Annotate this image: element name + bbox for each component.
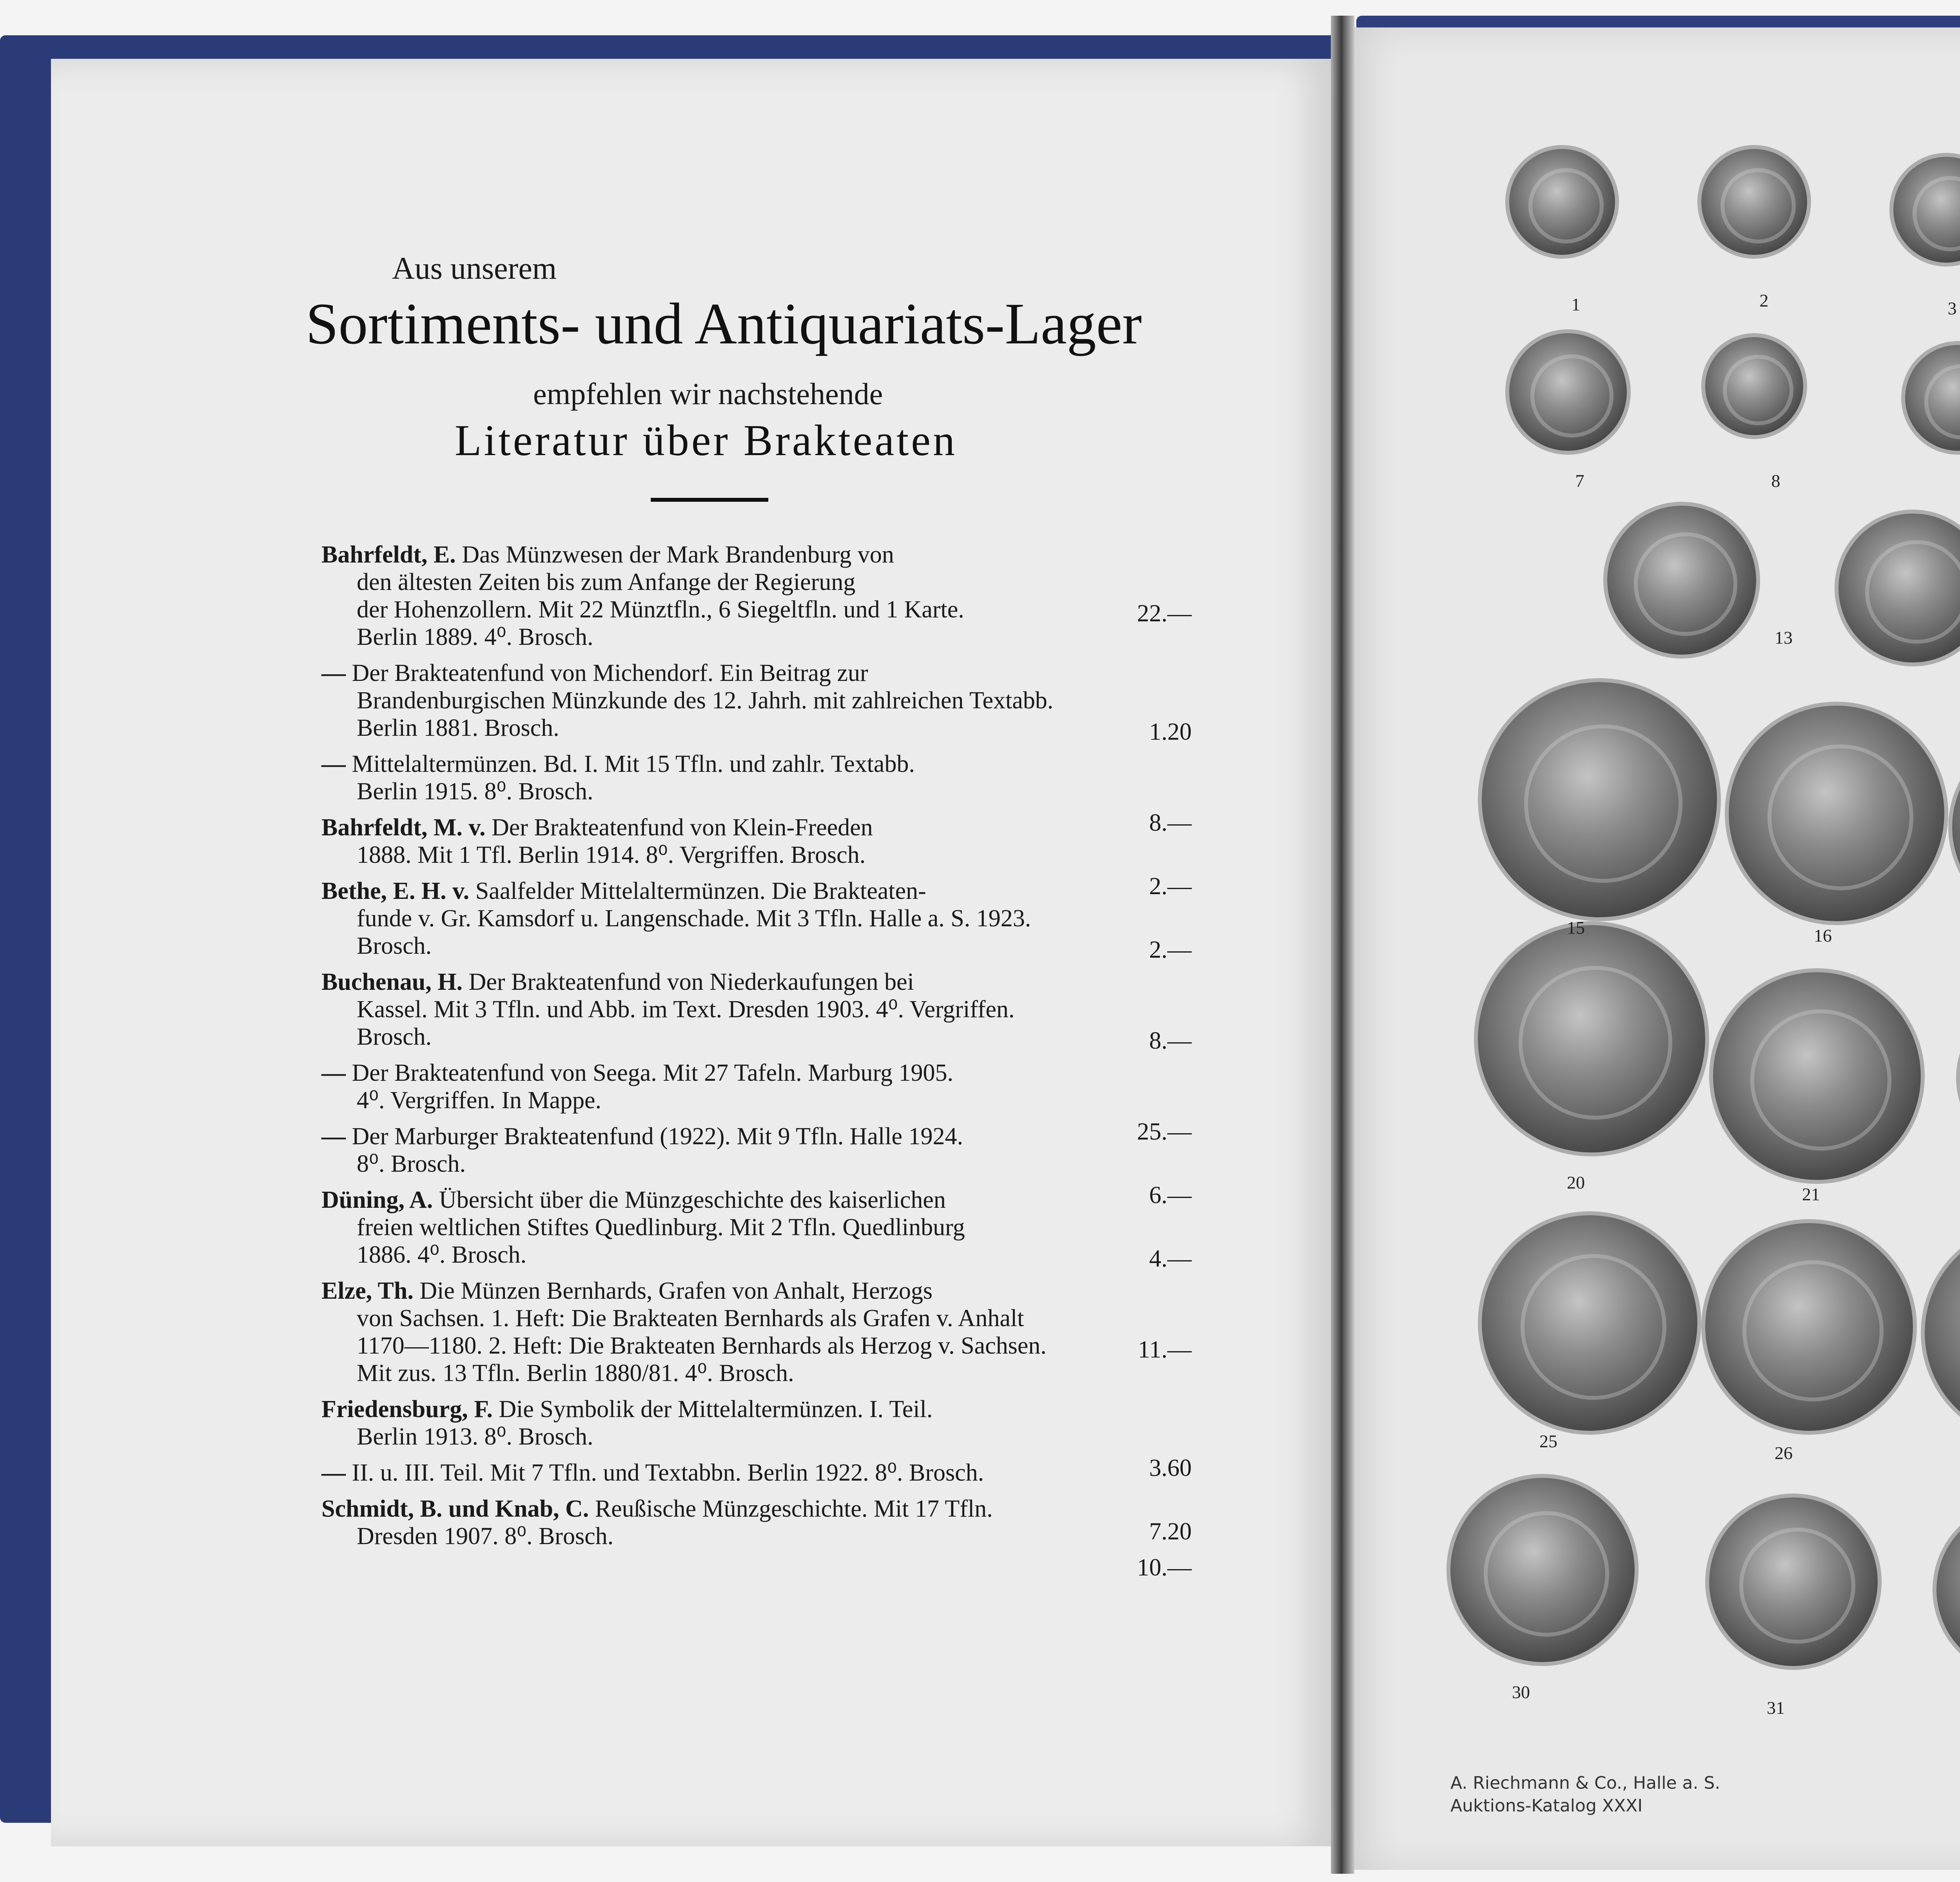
entry-author: — — [321, 1123, 346, 1150]
bibliography-entry — [321, 877, 1192, 963]
entry-author: — — [321, 1459, 346, 1486]
entry-text: von Sachsen. 1. Heft: Die Brakteaten Bernhards als Grafen v. Anhalt — [357, 1305, 1024, 1332]
entry-text: Berlin 1889. 4⁰. Brosch. — [357, 624, 593, 650]
entry-text: freien weltlichen Stiftes Quedlinburg. Mit 2 Tfln. Quedlinburg — [357, 1214, 965, 1241]
bracteate-coin — [1478, 925, 1705, 1152]
entry-line — [321, 1332, 1074, 1359]
entry-text: Die Münzen Bernhards, Grafen von Anhalt, Herzogs — [419, 1278, 933, 1304]
bracteate-coin — [1509, 149, 1615, 255]
bracteate-coin — [1729, 706, 1944, 921]
entry-text: Berlin 1881. Brosch. — [357, 715, 559, 741]
entry-text: den ältesten Zeiten bis zum Anfange der Regierung — [357, 569, 856, 595]
entry-line — [321, 1359, 1074, 1387]
bracteate-coin — [1705, 337, 1803, 435]
section-heading: Literatur über Brakteaten — [455, 416, 957, 465]
entry-price: 10.— — [1137, 1554, 1192, 1581]
entry-text: Mittelaltermünzen. Bd. I. Mit 15 Tfln. und zahlr. Textabb. — [352, 751, 915, 777]
bracteate-coin — [1450, 1478, 1635, 1662]
entry-author: Düning, A. — [321, 1187, 433, 1213]
bracteate-coin — [1705, 1223, 1913, 1431]
bibliography-entry — [321, 1186, 1192, 1272]
entry-text: II. u. III. Teil. Mit 7 Tfln. und Textabbn. Berlin 1922. 8⁰. Brosch. — [352, 1459, 984, 1486]
entry-author: Friedensburg, F. — [321, 1396, 493, 1423]
entry-text: Der Brakteatenfund von Niederkaufungen bei — [468, 969, 914, 995]
entry-text: Der Marburger Brakteatenfund (1922). Mit 9 Tfln. Halle 1924. — [352, 1123, 963, 1150]
page-headline: Sortiments- und Antiquariats-Lager — [306, 291, 1142, 356]
coin-number: 20 — [1567, 1172, 1585, 1192]
entry-price: 8.— — [1149, 1027, 1192, 1054]
coin-number: 21 — [1802, 1184, 1820, 1204]
entry-line — [321, 905, 1074, 932]
entry-text: funde v. Gr. Kamsdorf u. Langenschade. Mit 3 Tfln. Halle a. S. 1923. — [357, 905, 1031, 932]
bibliography-entry — [321, 968, 1192, 1054]
entry-price: 2.— — [1149, 873, 1192, 900]
coin-number: 16 — [1814, 926, 1832, 946]
coin-number: 8 — [1771, 471, 1780, 491]
entry-text: Reußische Münzgeschichte. Mit 17 Tfln. — [595, 1495, 993, 1522]
entry-text: Das Münzwesen der Mark Brandenburg von — [462, 541, 894, 568]
entry-line — [321, 841, 1074, 869]
entry-author: — — [321, 751, 346, 777]
coin-number: 31 — [1767, 1698, 1785, 1718]
intro-text-2: empfehlen wir nachstehende — [533, 377, 883, 411]
imprint-line: A. Riechmann & Co., Halle a. S. — [1450, 1773, 1720, 1793]
entry-author: Buchenau, H. — [321, 969, 463, 995]
entry-text: 4⁰. Vergriffen. In Mappe. — [357, 1087, 602, 1114]
entry-price: 7.20 — [1149, 1518, 1192, 1545]
entry-line — [321, 596, 1074, 623]
bibliography-entry — [321, 1277, 1192, 1387]
coin-number: 25 — [1539, 1431, 1557, 1451]
divider-rule — [651, 498, 768, 502]
entry-line — [321, 814, 1074, 841]
coin-number: 15 — [1567, 918, 1585, 938]
entry-price: 2.— — [1149, 936, 1192, 963]
entry-text: Berlin 1913. 8⁰. Brosch. — [357, 1423, 593, 1450]
book-gutter — [1331, 16, 1354, 1874]
coin-number: 2 — [1759, 290, 1769, 310]
entry-author: Bahrfeldt, M. v. — [321, 814, 486, 841]
bracteate-coin — [1701, 149, 1807, 255]
entry-price: 1.20 — [1149, 719, 1192, 745]
entry-line — [321, 996, 1074, 1023]
entry-price: 25.— — [1137, 1118, 1192, 1145]
entry-line — [321, 877, 1074, 905]
bracteate-coin — [1482, 682, 1717, 917]
coin-number: 26 — [1775, 1443, 1793, 1463]
entry-text: Der Brakteatenfund von Klein-Freeden — [491, 814, 873, 841]
entry-line — [321, 623, 1074, 651]
coin-number: 7 — [1575, 471, 1584, 491]
entry-text: Der Brakteatenfund von Seega. Mit 27 Tafeln. Marburg 1905. — [352, 1060, 953, 1086]
coin-number: 1 — [1571, 294, 1581, 314]
entry-author: Elze, Th. — [321, 1278, 414, 1304]
coin-number — [1933, 478, 1960, 499]
bibliography-list — [321, 541, 1192, 1581]
entry-author: Schmidt, B. und Knab, C. — [321, 1495, 589, 1522]
entry-text: Brandenburgischen Münzkunde des 12. Jahrh. mit zahlreichen Textabb. — [357, 687, 1054, 714]
entry-line — [321, 1396, 1074, 1423]
entry-text: 8⁰. Brosch. — [357, 1151, 466, 1177]
entry-line — [321, 1059, 1074, 1087]
entry-line — [321, 968, 1074, 996]
intro-text: Aus unserem — [392, 251, 557, 286]
entry-price: 11.— — [1138, 1336, 1192, 1363]
bibliography-entry — [321, 1495, 1192, 1581]
entry-text: Die Symbolik der Mittelaltermünzen. I. Teil. — [499, 1396, 933, 1423]
entry-author: Bahrfeldt, E. — [321, 541, 456, 568]
entry-line — [321, 1277, 1074, 1305]
bracteate-coin — [1607, 506, 1756, 655]
entry-author: Bethe, E. H. v. — [321, 878, 470, 904]
entry-line — [321, 714, 1074, 742]
coin-number: 30 — [1512, 1682, 1530, 1702]
entry-line — [321, 568, 1074, 596]
coin-number: 3 — [1947, 298, 1957, 318]
entry-price: 4.— — [1149, 1245, 1192, 1272]
entry-line — [321, 1186, 1074, 1214]
bibliography-entry — [321, 659, 1192, 745]
entry-line — [321, 750, 1074, 778]
entry-line — [321, 1123, 1074, 1150]
bracteate-coin — [1713, 972, 1921, 1180]
entry-price: 22.— — [1137, 600, 1192, 627]
entry-line — [321, 1087, 1074, 1114]
entry-line — [321, 1495, 1074, 1523]
entry-line — [321, 1423, 1074, 1450]
entry-text: Dresden 1907. 8⁰. Brosch. — [357, 1523, 614, 1550]
entry-line — [321, 1523, 1074, 1550]
entry-price: 6.— — [1149, 1182, 1192, 1209]
entry-price: 8.— — [1149, 809, 1192, 836]
entry-text: Der Brakteatenfund von Michendorf. Ein Beitrag zur — [352, 660, 868, 686]
bracteate-coin — [1482, 1215, 1697, 1431]
entry-line — [321, 687, 1074, 714]
entry-line — [321, 1023, 1074, 1051]
entry-line — [321, 778, 1074, 805]
entry-text: Brosch. — [357, 1024, 432, 1050]
entry-text: Mit zus. 13 Tfln. Berlin 1880/81. 4⁰. Brosch. — [357, 1360, 794, 1387]
entry-text: Saalfelder Mittelaltermünzen. Die Brakteaten- — [475, 878, 926, 904]
coin-number: 13 — [1775, 628, 1793, 648]
entry-text: Berlin 1915. 8⁰. Brosch. — [357, 778, 593, 805]
entry-text: Übersicht über die Münzgeschichte des kaiserlichen — [439, 1187, 946, 1213]
entry-text: der Hohenzollern. Mit 22 Münztfln., 6 Siegeltfln. und 1 Karte. — [357, 596, 964, 623]
entry-text: 1886. 4⁰. Brosch. — [357, 1241, 527, 1268]
bracteate-coin — [1709, 1497, 1878, 1666]
entry-line — [321, 659, 1074, 687]
entry-line — [321, 1150, 1074, 1178]
entry-line — [321, 932, 1074, 960]
entry-line — [321, 1305, 1074, 1332]
entry-price: 3.60 — [1149, 1455, 1192, 1481]
entry-text: Brosch. — [357, 933, 432, 959]
bracteate-coin — [1509, 333, 1627, 451]
entry-author: — — [321, 660, 346, 686]
publisher-imprint — [1450, 1772, 1720, 1817]
entry-line — [321, 541, 1074, 568]
entry-author: — — [321, 1060, 346, 1086]
entry-text: 1888. Mit 1 Tfl. Berlin 1914. 8⁰. Vergriffen. Brosch. — [357, 842, 866, 868]
entry-line — [321, 1214, 1074, 1241]
imprint-line: Auktions-Katalog XXXI — [1450, 1796, 1643, 1816]
bibliography-entry — [321, 541, 1192, 651]
entry-text: 1170—1180. 2. Heft: Die Brakteaten Bernhards als Herzog v. Sachsen. — [357, 1332, 1047, 1359]
entry-text: Kassel. Mit 3 Tfln. und Abb. im Text. Dresden 1903. 4⁰. Vergriffen. — [357, 996, 1015, 1023]
entry-line — [321, 1241, 1074, 1269]
entry-line — [321, 1459, 1074, 1486]
